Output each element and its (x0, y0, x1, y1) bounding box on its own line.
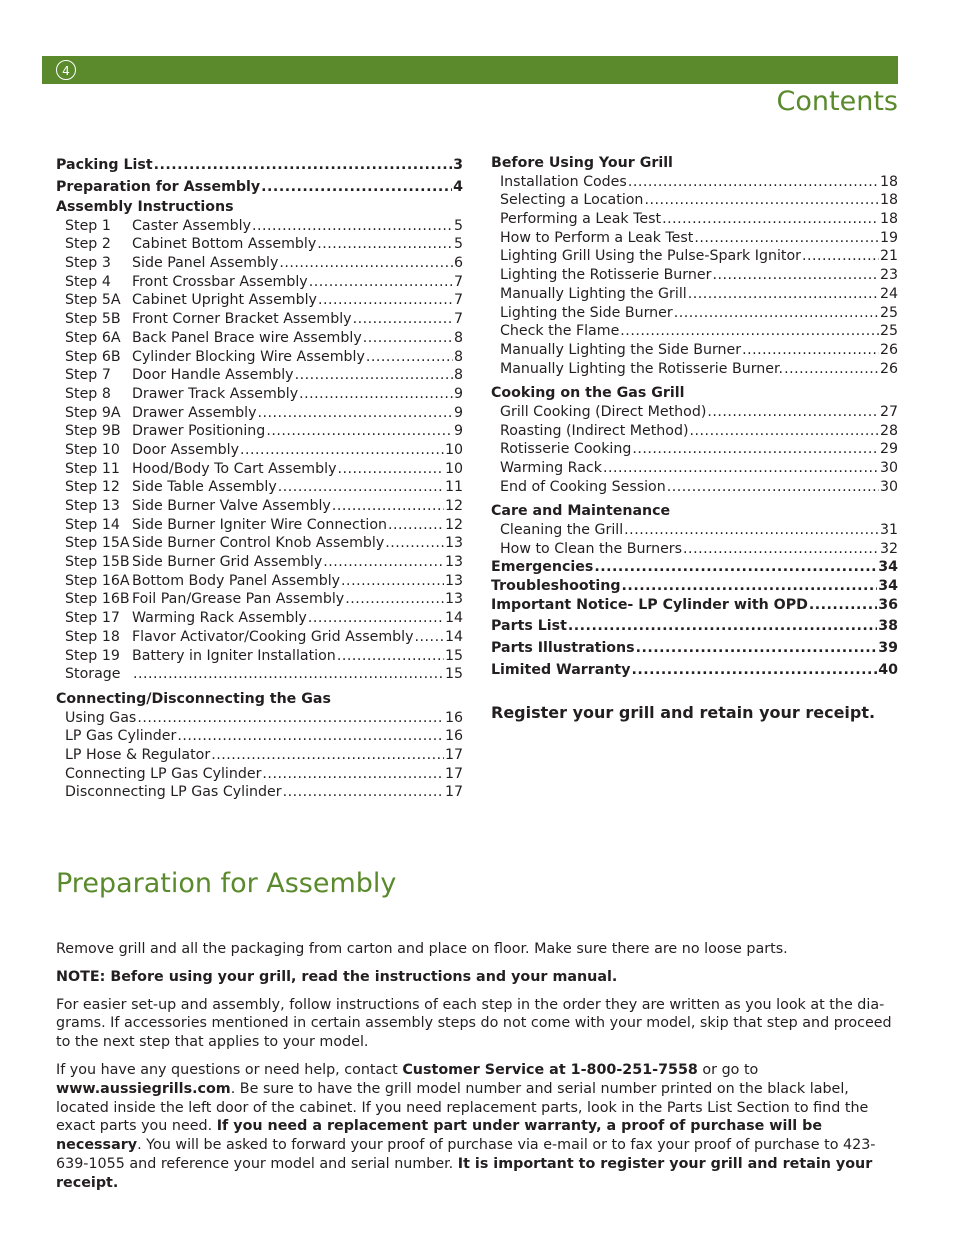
toc-entry (491, 659, 898, 681)
toc-entry-title: Roasting (Indirect Method) (500, 422, 689, 439)
toc-leader-dots (318, 291, 453, 310)
toc-entry (56, 516, 463, 535)
para3-text-3: . Be sure to have the grill model number and serial number printed on the black label, located inside the left door of the cabinet. If you need replacement parts, look in the Parts List Section to find the exact parts you need. (56, 1080, 869, 1135)
toc-entry-title: Care and Maintenance (491, 503, 671, 520)
toc-entry-title: Check the Flame (500, 323, 620, 340)
toc-page-number: 9 (453, 423, 463, 440)
preparation-paragraph-1: Remove grill and all the packaging from carton and place on floor. Make sure there are no loose parts. (56, 941, 788, 957)
toc-step-label: Step 11 (65, 460, 120, 477)
toc-entry (56, 154, 463, 176)
toc-page-number: 16 (444, 728, 463, 745)
toc-entry (56, 291, 463, 310)
toc-page-number: 14 (444, 628, 463, 645)
toc-page-number: 11 (444, 479, 463, 496)
toc-entry (56, 310, 463, 329)
toc-page-number: 7 (453, 292, 463, 309)
toc-leader-dots (388, 516, 444, 535)
toc-leader-dots (628, 173, 879, 192)
toc-entry (56, 765, 463, 784)
toc-entry-title: Packing List (56, 157, 153, 173)
toc-entry-title: Cylinder Blocking Wire Assembly (132, 348, 365, 365)
toc-leader-dots (603, 459, 879, 478)
toc-entry-title: LP Hose & Regulator (65, 746, 211, 763)
toc-page-number: 12 (444, 498, 463, 514)
toc-entry-title: Side Burner Grid Assembly (132, 554, 323, 571)
toc-entry-title: Grill Cooking (Direct Method) (500, 403, 707, 420)
toc-entry (56, 422, 463, 441)
toc-entry-title: Side Table Assembly (132, 479, 277, 496)
toc-entry (56, 254, 463, 273)
toc-entry (56, 273, 463, 292)
toc-leader-dots (261, 176, 452, 198)
warranty-proof-note: If you need a replacement part under warranty, a proof of purchase will be necessary (56, 1118, 823, 1154)
toc-leader-dots (278, 478, 444, 497)
header-bar (42, 56, 898, 84)
toc-page-number: 8 (453, 329, 463, 346)
toc-step-label: Step 6A (65, 329, 121, 346)
toc-entry (56, 460, 463, 479)
toc-entry-title: Drawer Positioning (132, 423, 266, 440)
toc-entry-title: Back Panel Brace wire Assembly (132, 329, 362, 346)
toc-step-label: Step 2 (65, 236, 111, 253)
toc-leader-dots (353, 310, 453, 329)
toc-entry-title: Flavor Activator/Cooking Grid Assembly (132, 628, 414, 645)
toc-entry-title: Manually Lighting the Side Burner (500, 341, 742, 358)
toc-entry (491, 322, 898, 341)
toc-step-label: Step 15B (65, 554, 130, 571)
toc-page-number: 15 (444, 666, 463, 683)
toc-entry-title: Preparation for Assembly (56, 179, 261, 195)
toc-leader-dots (337, 460, 443, 479)
toc-page-number: 32 (879, 540, 898, 557)
toc-entry (491, 422, 898, 441)
toc-entry (491, 341, 898, 360)
toc-page-number: 25 (879, 304, 898, 321)
toc-entry (56, 534, 463, 553)
toc-leader-dots (137, 709, 444, 728)
toc-leader-dots (690, 422, 879, 441)
toc-page-number: 8 (453, 348, 463, 365)
toc-page-number: 38 (878, 617, 898, 634)
toc-entry-title: Emergencies (491, 559, 594, 576)
toc-leader-dots (345, 590, 444, 609)
toc-entry (491, 173, 898, 192)
toc-step-label: Step 18 (65, 628, 120, 645)
toc-entry (491, 360, 898, 379)
toc-step-label: Step 10 (65, 441, 120, 458)
toc-entry-title: Assembly Instructions (56, 199, 234, 215)
toc-entry (491, 229, 898, 248)
toc-page-number: 16 (444, 709, 463, 726)
toc-leader-dots (317, 235, 453, 254)
preparation-paragraph-3 (56, 1061, 901, 1193)
toc-step-label: Step 5B (65, 311, 121, 328)
toc-entry (491, 266, 898, 285)
toc-entry (491, 596, 898, 615)
toc-entry-title: Using Gas (65, 709, 137, 726)
toc-leader-dots (742, 341, 879, 360)
toc-leader-dots (308, 609, 444, 628)
toc-page-number: 40 (878, 661, 898, 678)
toc-leader-dots (309, 273, 453, 292)
toc-entry-title: Bottom Body Panel Assembly (132, 572, 341, 589)
toc-leader-dots (323, 553, 444, 572)
toc-step-label: Storage (65, 666, 121, 683)
toc-entry-title: End of Cooking Session (500, 478, 666, 495)
toc-page-number: 34 (878, 578, 898, 595)
toc-page-number: 8 (453, 367, 463, 384)
toc-entry-title: Side Burner Valve Assembly (132, 498, 331, 514)
para3-text-4: . You will be asked to forward your proof of purchase via e-mail or to fax your proof of purchase to 423-639-1055 and reference your model and serial number. (56, 1137, 876, 1172)
toc-entry-title: Parts Illustrations (491, 639, 635, 656)
toc-entry (491, 304, 898, 323)
toc-leader-dots (154, 154, 453, 176)
toc-section-heading (491, 154, 898, 173)
toc-page-number: 15 (444, 647, 463, 664)
preparation-note: NOTE: Before using your grill, read the instructions and your manual. (56, 968, 618, 985)
toc-page-number: 26 (879, 360, 898, 377)
toc-entry-title: Rotisserie Cooking (500, 441, 632, 458)
toc-page-number: 29 (879, 441, 898, 458)
toc-entry (56, 404, 463, 423)
toc-leader-dots (784, 360, 879, 379)
toc-entry (56, 176, 463, 198)
toc-entry-title: Lighting the Side Burner (500, 304, 673, 321)
toc-leader-dots (809, 596, 877, 615)
toc-leader-dots (279, 254, 453, 273)
toc-leader-dots (177, 727, 444, 746)
toc-step-label: Step 12 (65, 479, 120, 496)
toc-entry (56, 647, 463, 666)
toc-leader-dots (240, 441, 444, 460)
toc-page-number: 5 (453, 236, 463, 253)
toc-entry (56, 783, 463, 802)
toc-step-label: Step 8 (65, 385, 111, 402)
toc-entry (56, 478, 463, 497)
toc-entry-title: Door Assembly (132, 441, 240, 458)
toc-page-number: 18 (879, 173, 898, 190)
toc-entry-title: Battery in Igniter Installation (132, 647, 336, 664)
toc-page-number: 25 (879, 323, 898, 340)
toc-entry (56, 590, 463, 609)
toc-page-number: 13 (444, 572, 463, 589)
toc-entry-title: Door Handle Assembly (132, 367, 294, 384)
toc-leader-dots (341, 572, 444, 591)
toc-leader-dots (366, 348, 453, 367)
contents-title: Contents (776, 86, 898, 117)
toc-page-number: 10 (444, 441, 463, 458)
toc-leader-dots (594, 558, 877, 577)
toc-entry (56, 609, 463, 628)
toc-page-number: 4 (453, 179, 463, 195)
para3-text-2: or go to (697, 1061, 759, 1078)
toc-entry-title: Disconnecting LP Gas Cylinder (65, 784, 282, 801)
toc-entry (56, 665, 463, 684)
toc-section-heading (56, 198, 463, 217)
toc-leader-dots (802, 247, 879, 266)
toc-page-number: 14 (444, 610, 463, 627)
toc-leader-dots (683, 540, 879, 559)
toc-entry (491, 521, 898, 540)
page-number-badge: 4 (56, 60, 76, 80)
toc-page-number: 12 (444, 516, 463, 533)
toc-entry-title: Connecting LP Gas Cylinder (65, 765, 262, 782)
toc-entry-title: Caster Assembly (132, 217, 252, 234)
toc-entry (56, 366, 463, 385)
toc-entry-title: Lighting the Rotisserie Burner (500, 267, 712, 284)
toc-step-label: Step 17 (65, 610, 120, 627)
toc-entry-title: Important Notice- LP Cylinder with OPD (491, 596, 808, 613)
toc-leader-dots (363, 329, 453, 348)
toc-entry (56, 628, 463, 647)
toc-leader-dots (299, 385, 453, 404)
toc-entry (491, 637, 898, 659)
toc-entry (491, 459, 898, 478)
toc-entry-title: Cabinet Bottom Assembly (132, 236, 317, 253)
para3-text-1: If you have any questions or need help, contact (56, 1061, 403, 1078)
toc-entry (56, 385, 463, 404)
toc-entry (56, 727, 463, 746)
toc-right-column (491, 154, 898, 681)
toc-entry-title: Warming Rack Assembly (132, 610, 307, 627)
toc-section-heading (56, 690, 463, 709)
toc-entry-title: How to Perform a Leak Test (500, 229, 694, 246)
toc-entry-title: Front Corner Bracket Assembly (132, 311, 352, 328)
toc-leader-dots (662, 210, 879, 229)
toc-page-number: 34 (878, 559, 898, 576)
toc-page-number: 5 (453, 217, 463, 234)
toc-leader-dots (667, 478, 879, 497)
toc-page-number: 13 (444, 554, 463, 571)
toc-page-number: 13 (444, 591, 463, 608)
toc-entry-title: Manually Lighting the Rotisserie Burner. (500, 360, 784, 377)
toc-page-number: 39 (878, 639, 898, 656)
toc-leader-dots (688, 285, 879, 304)
toc-entry (56, 497, 463, 516)
website-url: www.aussiegrills.com (56, 1080, 231, 1097)
toc-page-number: 9 (453, 404, 463, 421)
toc-leader-dots (707, 403, 879, 422)
toc-entry-title: Cleaning the Grill (500, 522, 624, 539)
toc-entry-title: Drawer Assembly (132, 404, 257, 421)
toc-entry-title: Side Panel Assembly (132, 255, 279, 272)
toc-entry (56, 217, 463, 236)
toc-section-heading (491, 384, 898, 403)
toc-page-number: 17 (444, 746, 463, 763)
toc-page-number: 30 (879, 478, 898, 495)
toc-entry-title: Parts List (491, 617, 567, 634)
register-reminder: It is important to register your grill and retain your receipt. (56, 1155, 873, 1191)
toc-entry (56, 235, 463, 254)
toc-entry-title: Side Burner Igniter Wire Connection (132, 516, 388, 533)
toc-step-label: Step 1 (65, 217, 111, 234)
toc-leader-dots (620, 322, 879, 341)
toc-page-number: 27 (879, 403, 898, 420)
toc-entry-title: Front Crossbar Assembly (132, 273, 308, 290)
toc-entry (491, 478, 898, 497)
toc-step-label: Step 16B (65, 591, 130, 608)
toc-leader-dots (133, 665, 444, 684)
toc-page-number: 10 (444, 460, 463, 477)
toc-entry (56, 441, 463, 460)
toc-section-heading (491, 502, 898, 521)
toc-entry-title: Cabinet Upright Assembly (132, 292, 317, 309)
toc-page-number: 7 (453, 311, 463, 328)
toc-entry (491, 191, 898, 210)
toc-step-label: Step 6B (65, 348, 121, 365)
toc-leader-dots (211, 746, 444, 765)
toc-page-number: 23 (879, 267, 898, 284)
toc-entry-title: Hood/Body To Cart Assembly (132, 460, 337, 477)
toc-entry (491, 577, 898, 596)
toc-step-label: Step 9A (65, 404, 121, 421)
toc-entry-title: Selecting a Location (500, 192, 644, 209)
toc-page-number: 9 (453, 385, 463, 402)
toc-leader-dots (385, 534, 444, 553)
toc-entry-title: Installation Codes (500, 173, 627, 190)
toc-leader-dots (283, 783, 444, 802)
toc-leader-dots (712, 266, 878, 285)
toc-page-number: 30 (879, 460, 898, 476)
toc-leader-dots (337, 647, 444, 666)
toc-entry-title: Before Using Your Grill (491, 155, 673, 171)
toc-left-column (56, 154, 463, 802)
toc-leader-dots (568, 615, 877, 637)
toc-page-number: 26 (879, 341, 898, 358)
toc-page-number: 17 (444, 784, 463, 801)
toc-step-label: Step 16A (65, 572, 130, 589)
toc-entry-title: Manually Lighting the Grill (500, 285, 687, 302)
toc-step-label: Step 5A (65, 292, 121, 309)
toc-step-label: Step 14 (65, 516, 120, 533)
toc-page-number: 19 (879, 229, 898, 246)
toc-leader-dots (631, 659, 877, 681)
toc-entry-title: Performing a Leak Test (500, 211, 662, 228)
toc-entry-title: LP Gas Cylinder (65, 728, 177, 745)
toc-page-number: 6 (453, 255, 463, 272)
toc-leader-dots (252, 217, 453, 236)
toc-entry (491, 540, 898, 559)
toc-leader-dots (266, 422, 453, 441)
customer-service-phone: Customer Service at 1-800-251-7558 (402, 1061, 698, 1078)
toc-entry (56, 329, 463, 348)
toc-page-number: 3 (453, 157, 463, 173)
toc-step-label: Step 15A (65, 535, 130, 552)
toc-entry-title: Lighting Grill Using the Pulse-Spark Ignitor (500, 248, 801, 265)
toc-page-number: 36 (878, 596, 898, 613)
toc-entry (491, 558, 898, 577)
toc-page-number: 18 (879, 211, 898, 228)
toc-step-label: Step 4 (65, 273, 111, 290)
toc-entry (56, 746, 463, 765)
toc-entry-title: Cooking on the Gas Grill (491, 385, 685, 402)
toc-leader-dots (636, 637, 878, 659)
toc-entry (56, 348, 463, 367)
toc-entry (491, 615, 898, 637)
toc-entry-title: Connecting/Disconnecting the Gas (56, 690, 331, 707)
toc-page-number: 31 (879, 522, 898, 539)
toc-entry-title: Warming Rack (500, 460, 602, 476)
toc-page-number: 17 (444, 765, 463, 782)
toc-entry (56, 553, 463, 572)
toc-entry-title: Drawer Track Assembly (132, 385, 299, 402)
toc-page-number: 21 (879, 248, 898, 265)
toc-entry (491, 285, 898, 304)
toc-entry (491, 210, 898, 229)
toc-leader-dots (415, 628, 444, 647)
toc-leader-dots (332, 497, 444, 516)
register-note: Register your grill and retain your receipt. (491, 703, 876, 722)
toc-step-label: Step 3 (65, 255, 111, 272)
toc-page-number: 28 (879, 422, 898, 439)
toc-step-label: Step 9B (65, 423, 121, 440)
toc-step-label: Step 7 (65, 367, 111, 384)
toc-leader-dots (644, 191, 879, 210)
toc-step-label: Step 19 (65, 647, 120, 664)
toc-leader-dots (694, 229, 879, 248)
toc-entry (56, 709, 463, 728)
toc-entry (491, 403, 898, 422)
toc-leader-dots (622, 577, 878, 596)
preparation-title: Preparation for Assembly (56, 868, 397, 899)
toc-leader-dots (262, 765, 444, 784)
toc-leader-dots (258, 404, 453, 423)
toc-entry (491, 440, 898, 459)
preparation-paragraph-2: For easier set-up and assembly, follow instructions of each step in the order they are written as you look at the dia-grams. If accessories mentioned in certain assembly steps do not come with your model, skip that step and proceed to the next step that applies to your model. (56, 996, 892, 1051)
toc-leader-dots (624, 521, 879, 540)
toc-leader-dots (674, 304, 879, 323)
toc-entry-title: Troubleshooting (491, 578, 621, 595)
toc-page-number: 24 (879, 285, 898, 302)
toc-entry-title: Side Burner Control Knob Assembly (132, 535, 385, 552)
toc-page-number: 18 (879, 192, 898, 209)
toc-leader-dots (295, 366, 453, 385)
toc-entry-title: Foil Pan/Grease Pan Assembly (132, 591, 345, 608)
toc-leader-dots (632, 440, 879, 459)
preparation-body (56, 940, 901, 1202)
toc-entry-title: Limited Warranty (491, 661, 631, 678)
toc-page-number: 13 (444, 535, 463, 552)
toc-entry (56, 572, 463, 591)
toc-step-label: Step 13 (65, 498, 120, 514)
toc-entry-title: How to Clean the Burners (500, 540, 683, 557)
toc-entry (491, 247, 898, 266)
toc-page-number: 7 (453, 273, 463, 290)
